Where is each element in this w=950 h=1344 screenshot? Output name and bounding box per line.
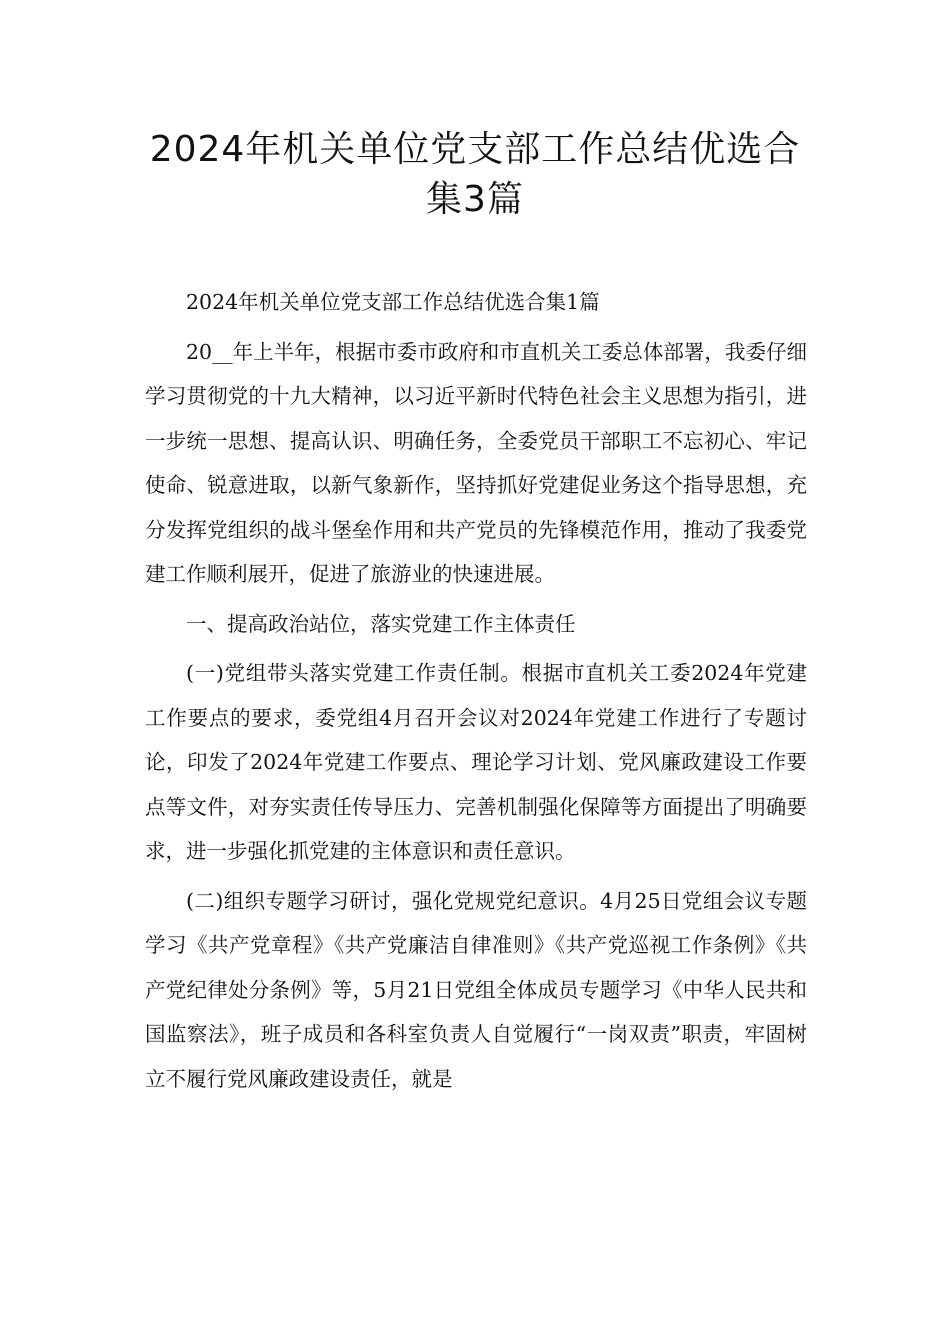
- paragraph-item-2: (二)组织专题学习研讨，强化党规党纪意识。4月25日党组会议专题学习《共产党章程》《共产党廉洁自律准则》《共产党巡视工作条例》《共产党纪律处分条例》等，5月21日党组全体成员专题学习《中华人民共和国监察法》，班子成员和各科室负责人自觉履行“一岗双责”职责，牢固树立不履行党风廉政建设责任，就是: [145, 888, 807, 1091]
- paragraph-item-1: (一)党组带头落实党建工作责任制。根据市直机关工委2024年党建工作要点的要求，委党组4月召开会议对2024年党建工作进行了专题讨论，印发了2024年党建工作要点、理论学习计划、党风廉政建设工作要点等文件，对夯实责任传导压力、完善机制强化保障等方面提出了明确要求，进一步强化抓党建的主体意识和责任意识。: [145, 661, 807, 863]
- document-title: [120, 125, 830, 225]
- intro-paragraph: 20__年上半年，根据市委市政府和市直机关工委总体部署，我委仔细学习贯彻党的十九大精神，以习近平新时代特色社会主义思想为指引，进一步统一思想、提高认识、明确任务，全委党员干部职工不忘初心、牢记使命、锐意进取，以新气象新作，坚持抓好党建促业务这个指导思想，充分发挥党组织的战斗堡垒作用和共产党员的先锋模范作用，推动了我委党建工作顺利展开，促进了旅游业的快速进展。: [145, 339, 807, 586]
- document-title-line-1: 2024年机关单位党支部工作总结优选合: [149, 129, 801, 170]
- section-heading: 2024年机关单位党支部工作总结优选合集1篇: [186, 290, 600, 314]
- document-body: [145, 280, 807, 1106]
- document-title-line-2: 集3篇: [426, 179, 524, 220]
- part-one-heading: 一、提高政治站位，落实党建工作主体责任: [186, 611, 576, 636]
